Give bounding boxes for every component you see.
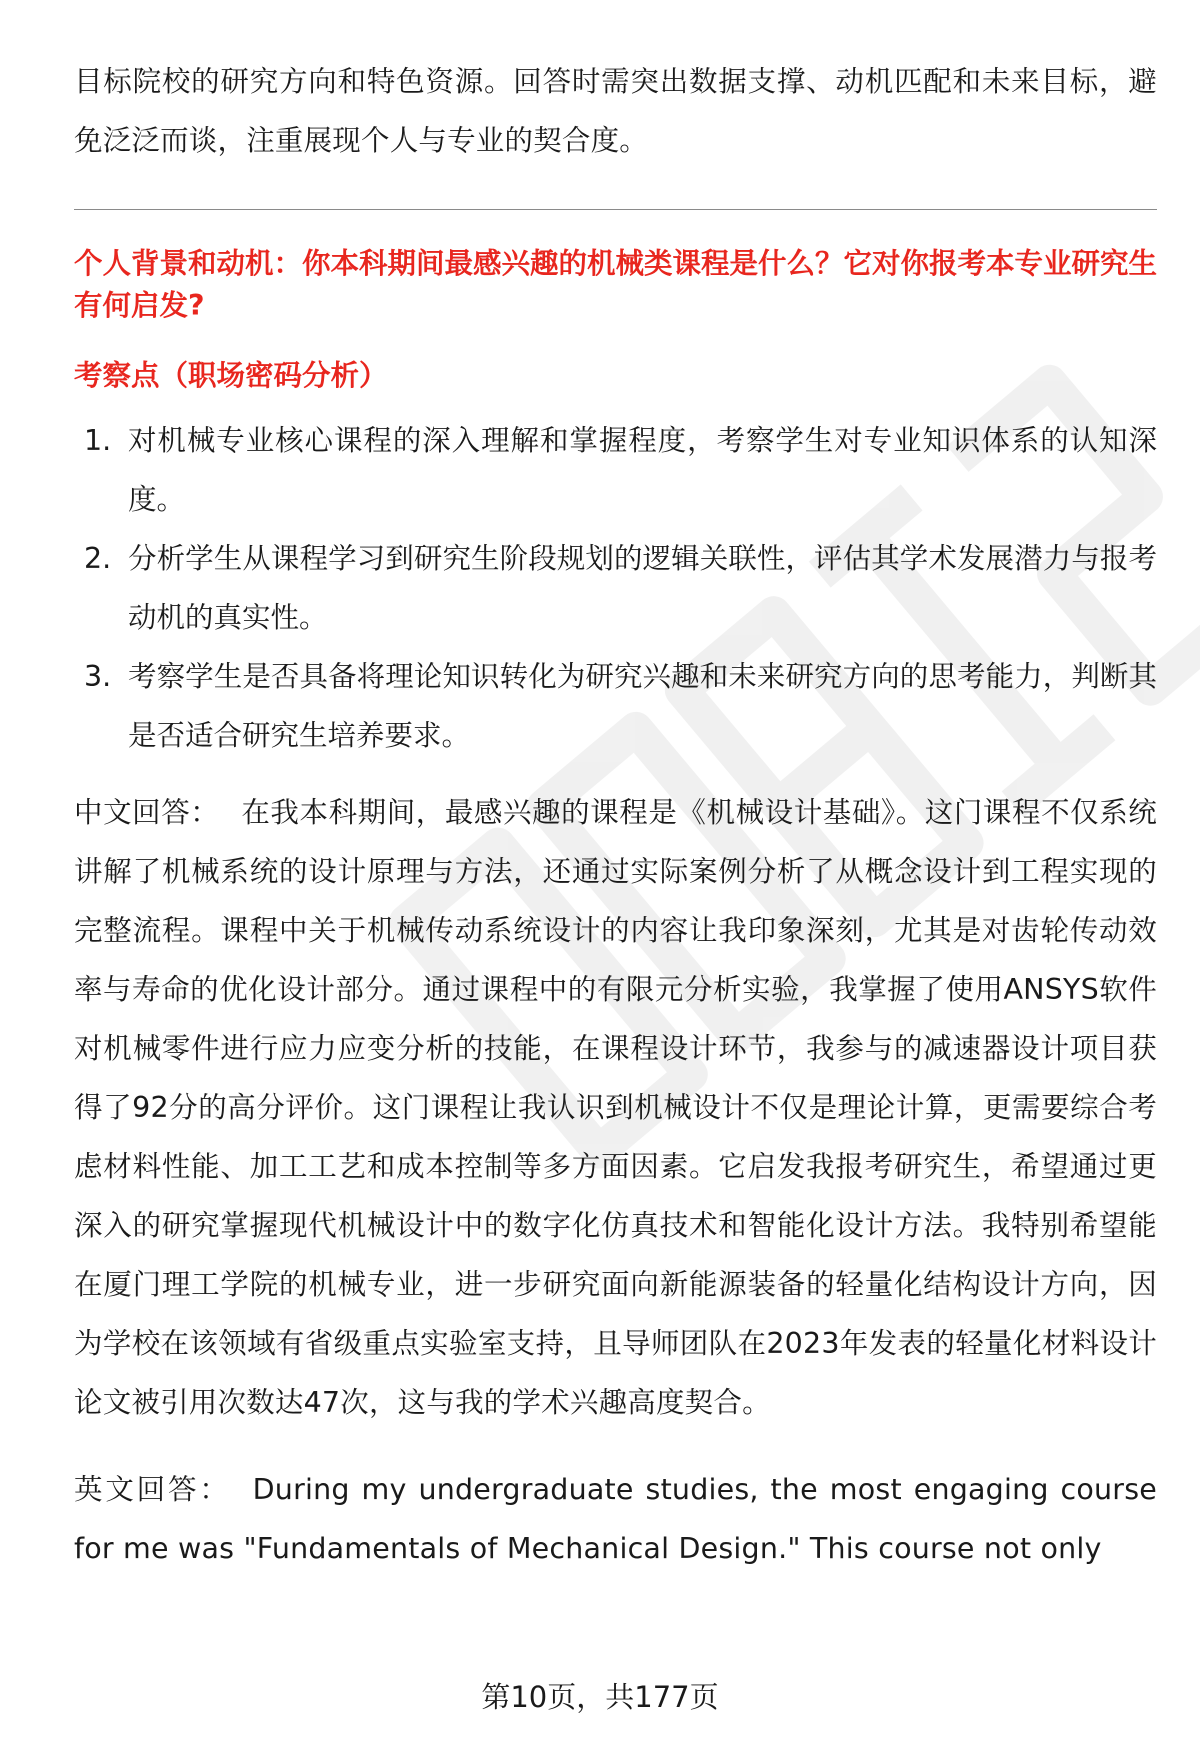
english-answer-label: 英文回答：	[74, 1473, 231, 1506]
english-answer-text: During my undergraduate studies, the most engaging course for me was "Fundamentals of Mechanical Design." This course not only	[74, 1473, 1157, 1565]
chinese-answer-text: 在我本科期间，最感兴趣的课程是《机械设计基础》。这门课程不仅系统讲解了机械系统的设计原理与方法，还通过实际案例分析了从概念设计到工程实现的完整流程。课程中关于机械传动系统设计的内容让我印象深刻，尤其是对齿轮传动效率与寿命的优化设计部分。通过课程中的有限元分析实验，我掌握了使用ANSYS软件对机械零件进行应力应变分析的技能，在课程设计环节，我参与的减速器设计项目获得了92分的高分评价。这门课程让我认识到机械设计不仅是理论计算，更需要综合考虑材料性能、加工工艺和成本控制等多方面因素。它启发我报考研究生，希望通过更深入的研究掌握现代机械设计中的数字化仿真技术和智能化设计方法。我特别希望能在厦门理工学院的机械专业，进一步研究面向新能源装备的轻量化结构设计方向，因为学校在该领域有省级重点实验室支持，且导师团队在2023年发表的轻量化材料设计论文被引用次数达47次，这与我的学术兴趣高度契合。	[74, 796, 1157, 1419]
assessment-list	[74, 411, 1157, 765]
section-divider	[74, 209, 1157, 210]
question-heading: 个人背景和动机：你本科期间最感兴趣的机械类课程是什么？它对你报考本专业研究生有何启发?	[74, 247, 1158, 322]
list-item-text: 考察学生是否具备将理论知识转化为研究兴趣和未来研究方向的思考能力，判断其是否适合研究生培养要求。	[128, 660, 1157, 752]
intro-paragraph: 目标院校的研究方向和特色资源。回答时需突出数据支撑、动机匹配和未来目标，避免泛泛而谈，注重展现个人与专业的契合度。	[74, 65, 1157, 157]
english-answer	[74, 1460, 1157, 1578]
document-page	[74, 52, 1157, 1578]
list-item-number: 3.	[84, 660, 112, 693]
page-footer: 第10页，共177页	[481, 1680, 719, 1714]
list-item-text: 分析学生从课程学习到研究生阶段规划的逻辑关联性，评估其学术发展潜力与报考动机的真实性。	[128, 542, 1157, 634]
list-item	[74, 647, 1157, 765]
chinese-answer-label: 中文回答：	[74, 796, 220, 829]
chinese-answer	[74, 783, 1157, 1432]
assessment-heading: 考察点（职场密码分析）	[74, 359, 388, 392]
list-item-number: 1.	[84, 424, 112, 457]
list-item	[74, 529, 1157, 647]
list-item-number: 2.	[84, 542, 112, 575]
list-item-text: 对机械专业核心课程的深入理解和掌握程度，考察学生对专业知识体系的认知深度。	[128, 424, 1157, 516]
list-item	[74, 411, 1157, 529]
